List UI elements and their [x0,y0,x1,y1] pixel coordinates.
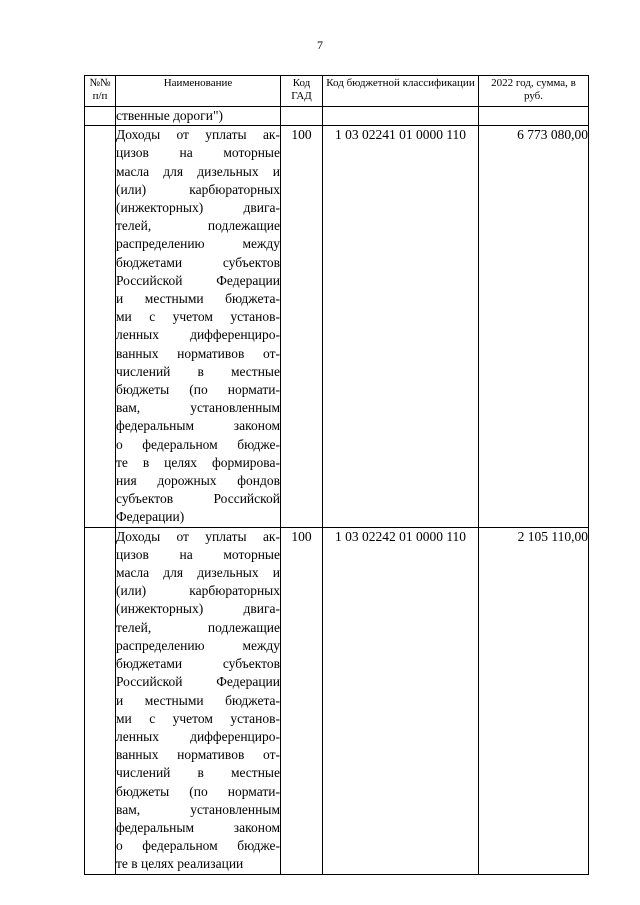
name-line: ленных дифференциро- [116,728,280,744]
name-line: Федерации) [116,509,185,525]
row-kbk: 1 03 02241 01 0000 110 [323,126,479,527]
name-line: масла для дизельных и [116,565,280,581]
name-line: цизов на моторные [116,145,280,161]
row-sum: 6 773 080,00 [479,126,589,527]
header-num: №№ п/п [85,76,116,107]
name-line: телей, подлежащие [116,619,280,635]
table-header-row [85,76,589,107]
row-kbk: 1 03 02242 01 0000 110 [323,527,479,874]
name-line: распределению между [116,236,280,252]
name-line: цизов на моторные [116,546,280,562]
name-line: (или) карбюраторных [116,181,280,197]
name-line: ванных нормативов от- [116,747,280,763]
name-line: числений в местные [116,765,280,781]
name-line: о федеральном бюдже- [116,838,280,854]
name-line: масла для дизельных и [116,163,280,179]
name-line: числений в местные [116,363,280,379]
budget-table [84,75,589,875]
name-line: субъектов Российской [116,491,280,507]
name-line: бюджеты (по нормати- [116,382,280,398]
row-name: ственные дороги") [116,107,281,126]
name-line: телей, подлежащие [116,218,280,234]
name-line: Российской Федерации [116,674,280,690]
header-kbk: Код бюджетной классификации [323,76,479,107]
name-line: о федеральном бюдже- [116,436,280,452]
row-sum: 2 105 110,00 [479,527,589,874]
name-line: ния дорожных фондов [116,473,280,489]
name-line: (инжекторных) двига- [116,601,280,617]
name-line: бюджетами субъектов [116,254,280,270]
name-line: распределению между [116,637,280,653]
header-sum: 2022 год, сумма, в руб. [479,76,589,107]
header-gad: Код ГАД [281,76,323,107]
name-line: бюджеты (по нормати- [116,783,280,799]
name-line: и местными бюджета- [116,291,280,307]
table-row [85,126,589,527]
name-line: и местными бюджета- [116,692,280,708]
name-line: вам, установленным [116,801,280,817]
name-line: Доходы от уплаты ак- [116,528,280,544]
name-line: те в целях формирова- [116,454,280,470]
name-line: Российской Федерации [116,272,280,288]
table-row-continuation [85,107,589,126]
name-line: (или) карбюраторных [116,583,280,599]
name-line: федеральным законом [116,418,280,434]
page-number: 7 [317,38,323,52]
name-line: бюджетами субъектов [116,656,280,672]
name-line: (инжекторных) двига- [116,200,280,216]
name-line: ми с учетом установ- [116,710,280,726]
name-line: ми с учетом установ- [116,309,280,325]
row-gad: 100 [281,126,323,527]
header-name: Наименование [116,76,281,107]
row-gad: 100 [281,527,323,874]
table-row [85,527,589,874]
name-line: вам, установленным [116,400,280,416]
row-name [116,527,281,874]
name-line: ленных дифференциро- [116,327,280,343]
row-name [116,126,281,527]
name-line: федеральным законом [116,819,280,835]
name-line: Доходы от уплаты ак- [116,127,280,143]
name-line: ванных нормативов от- [116,345,280,361]
name-line: те в целях реализации [116,856,244,872]
